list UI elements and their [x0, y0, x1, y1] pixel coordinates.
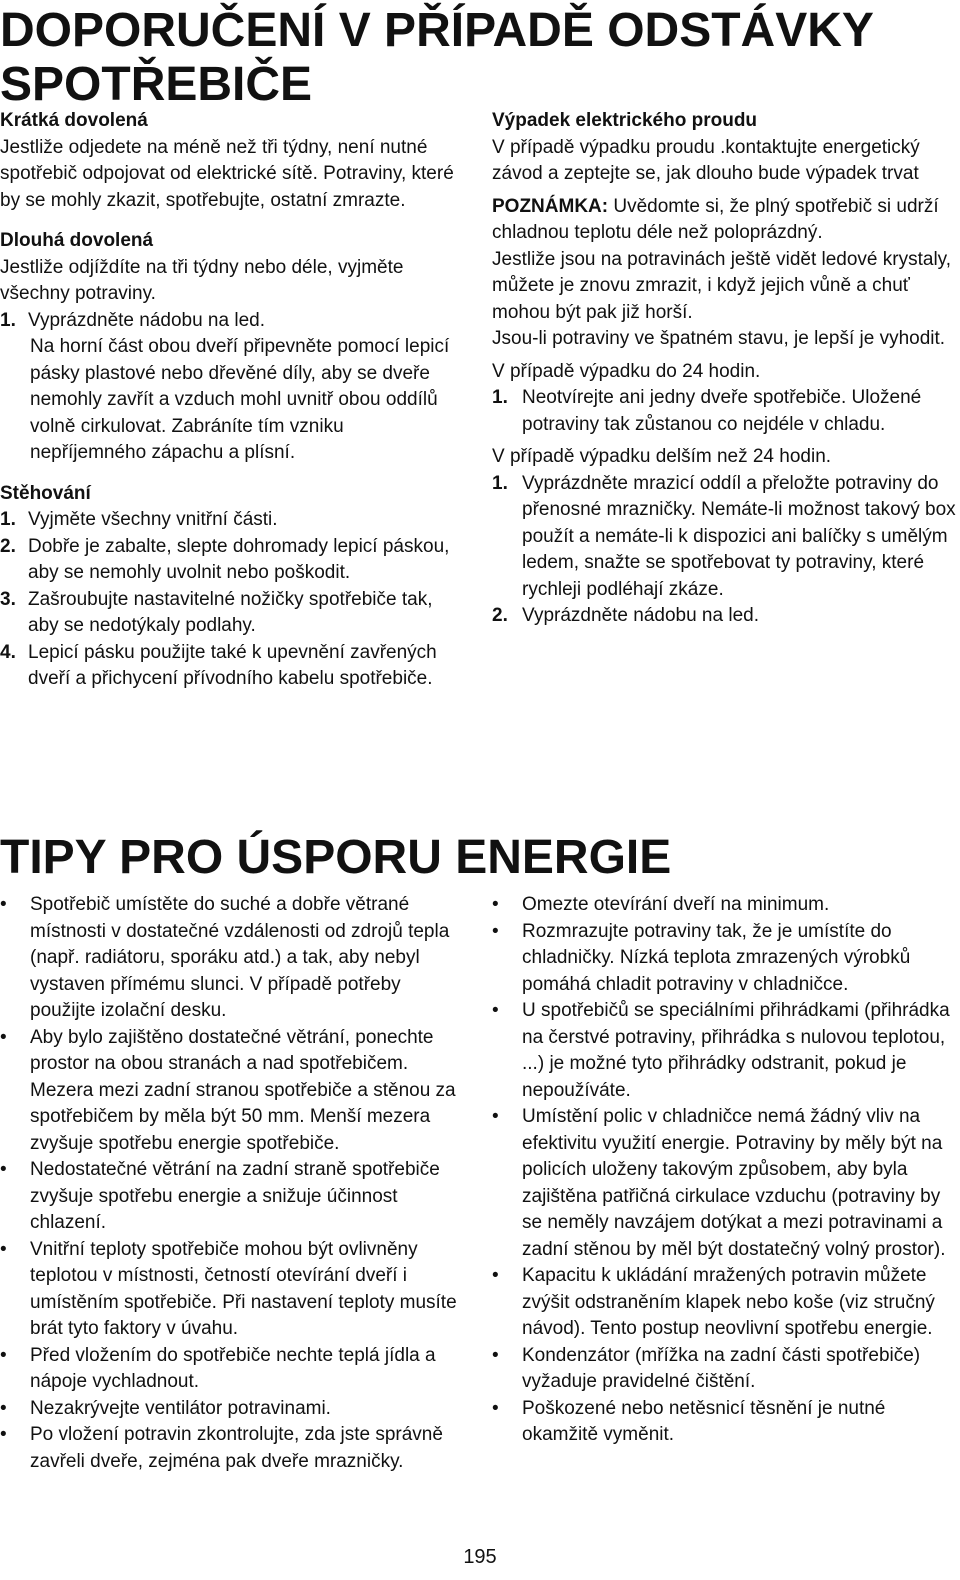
- tip-text: U spotřebičů se speciálními přihrádkami (přihrádka na čerstvé potraviny, přihrádka s nulovou teplotou, ...) je možné tyto přihrádky odstranit, pokud je nepoužíváte.: [522, 1000, 950, 1101]
- page-title-energy: TIPY PRO ÚSPORU ENERGIE: [0, 831, 672, 884]
- list-item: [0, 640, 460, 693]
- step-text: Vyjměte všechny vnitřní části.: [28, 509, 278, 530]
- tip-text: Kapacitu k ukládání mražených potravin můžete zvýšit odstraněním klapek nebo koše (viz stručný návod). Tento postup neovlivní spotřebu energie.: [522, 1265, 935, 1339]
- bullet-icon: •: [0, 1238, 7, 1260]
- step-number: 1.: [0, 309, 16, 331]
- list-item: [492, 919, 960, 999]
- step-number: 1.: [0, 509, 16, 530]
- moving-heading: Stěhování: [0, 482, 91, 504]
- over-24h-steps: [492, 471, 960, 630]
- list-item: [492, 998, 960, 1104]
- bullet-icon: •: [0, 1344, 7, 1366]
- step-number: 3.: [0, 588, 16, 610]
- tip-text: Umístění polic v chladničce nemá žádný vliv na efektivitu využití energie. Potraviny by měly být na policích uloženy takovým způsobem, aby byla zajištěna patřičná cirkulace vzduchu (potraviny by se neměly navzájem dotýkat a mezi potravinami a zadní stěnou by měl být dostatečný volný prostor).: [522, 1106, 946, 1260]
- bullet-icon: •: [492, 920, 499, 942]
- step-number: 1.: [492, 472, 508, 494]
- energy-right-column: [492, 892, 960, 1449]
- list-item: [0, 507, 460, 534]
- tip-text: Omezte otevírání dveří na minimum.: [522, 894, 830, 915]
- bullet-icon: •: [492, 1106, 499, 1127]
- long-holiday-text: Jestliže odjíždíte na tři týdny nebo déle, vyjměte všechny potraviny.: [0, 256, 404, 304]
- short-holiday-heading: Krátká dovolená: [0, 110, 148, 131]
- step-number: 4.: [0, 641, 16, 663]
- bullet-icon: •: [492, 1397, 499, 1419]
- step-text: Zašroubujte nastavitelné nožičky spotřebiče tak, aby se nedotýkaly podlahy.: [28, 588, 433, 636]
- energy-tips-left: [0, 892, 470, 1475]
- tip-text: Rozmrazujte potraviny tak, že je umístíte do chladničky. Nízká teplota zmrazených výrobků pomáhá chladit potraviny v chladničce.: [522, 920, 911, 995]
- power-outage-text: V případě výpadku proudu .kontaktujte energetický závod a zeptejte se, jak dlouho bude výpadek trvat: [492, 136, 920, 184]
- list-item: [492, 385, 960, 438]
- short-holiday-text: Jestliže odjedete na méně než tři týdny, není nutné spotřebič odpojovat od elektrické sítě. Potraviny, které by se mohly zkazit, spotřebujte, ostatní zmrazte.: [0, 136, 454, 211]
- list-item: [492, 1396, 960, 1449]
- step-text: Vyprázdněte nádobu na led.: [28, 309, 265, 331]
- bullet-icon: •: [0, 1424, 7, 1445]
- step-number: 2.: [0, 535, 16, 557]
- list-item: [492, 603, 960, 630]
- outage-right-column: [492, 108, 960, 630]
- list-item: [0, 1396, 470, 1423]
- list-item: [492, 471, 960, 604]
- tip-text: Spotřebič umístěte do suché a dobře větrané místnosti v dostatečné vzdálenosti od zdrojů tepla (např. radiátoru, sporáku atd.) a tak, aby nebyl vystaven přímému slunci. V případě potřeby použijte izolační desku.: [30, 894, 450, 1021]
- tip-text: Vnitřní teploty spotřebiče mohou být ovlivněny teplotou v místnosti, četností otevírání dveří i umístěním spotřebiče. Při nastavení teploty musíte brát tyto faktory v úvahu.: [30, 1238, 457, 1339]
- tip-text: Aby bylo zajištěno dostatečné větrání, ponechte prostor na obou stranách a nad spotřebičem. Mezera mezi zadní stranou spotřebiče a stěnou za spotřebičem by měla být 50 mm. Menší mezera zvyšuje spotřebu energie spotřebiče.: [30, 1026, 456, 1154]
- list-item: [492, 1104, 960, 1263]
- step-text: Vyprázdněte nádobu na led.: [522, 605, 759, 626]
- bullet-icon: •: [0, 1397, 7, 1419]
- tip-text: Po vložení potravin zkontrolujte, zda jste správně zavřeli dveře, zejména pak dveře mrazničky.: [30, 1424, 443, 1472]
- list-item: [0, 1343, 470, 1396]
- step-text: Neotvírejte ani jedny dveře spotřebiče. Uložené potraviny tak zůstanou co nejdéle v chladu.: [522, 387, 922, 435]
- over-24h-heading: V případě výpadku delším než 24 hodin.: [492, 446, 832, 467]
- step-number: 2.: [492, 605, 508, 626]
- note-label: POZNÁMKA:: [492, 195, 609, 217]
- bullet-icon: •: [0, 1026, 7, 1048]
- under-24h-heading: V případě výpadku do 24 hodin.: [492, 360, 761, 382]
- list-item: [492, 1343, 960, 1396]
- page-number: 195: [463, 1546, 497, 1568]
- step-text: Dobře je zabalte, slepte dohromady lepicí páskou, aby se nemohly uvolnit nebo poškodit.: [28, 535, 450, 583]
- power-outage-note-3: Jsou-li potraviny ve špatném stavu, je lepší je vyhodit.: [492, 328, 946, 349]
- list-item: [492, 1263, 960, 1343]
- under-24h-steps: [492, 385, 960, 438]
- step-number: 1.: [492, 387, 508, 408]
- energy-tips-right: [492, 892, 960, 1449]
- list-item: [0, 587, 460, 640]
- tip-text: Nezakrývejte ventilátor potravinami.: [30, 1397, 331, 1419]
- long-holiday-heading: Dlouhá dovolená: [0, 230, 154, 251]
- list-item: [492, 892, 960, 919]
- tip-text: Před vložením do spotřebiče nechte teplá jídla a nápoje vychladnout.: [30, 1344, 436, 1392]
- list-item: [0, 1237, 470, 1343]
- bullet-icon: •: [0, 894, 7, 915]
- moving-steps: [0, 507, 460, 693]
- bullet-icon: •: [492, 894, 499, 915]
- step-text: Vyprázdněte mrazicí oddíl a přeložte potraviny do přenosné mrazničky. Nemáte-li možnost takový box použít a nemáte-li k dispozici ani balíčky s umělým ledem, snažte se spotřebovat ty potraviny, které rychleji podléhají zkáze.: [522, 472, 956, 600]
- power-outage-heading: Výpadek elektrického proudu: [492, 110, 758, 131]
- bullet-icon: •: [492, 1265, 499, 1286]
- list-item: [0, 1422, 470, 1475]
- tip-text: Poškozené nebo netěsnicí těsnění je nutné okamžitě vyměnit.: [522, 1397, 886, 1445]
- tip-text: Nedostatečné větrání na zadní straně spotřebiče zvyšuje spotřebu energie a snižuje účinnost chlazení.: [30, 1159, 440, 1233]
- energy-left-column: [0, 892, 470, 1475]
- list-item: [0, 892, 470, 1025]
- step-text: Lepicí pásku použijte také k upevnění zavřených dveří a přichycení přívodního kabelu spotřebiče.: [28, 641, 437, 689]
- list-item: [0, 1157, 470, 1237]
- outage-left-column: [0, 108, 460, 693]
- long-holiday-steps: [0, 308, 460, 335]
- bullet-icon: •: [492, 1000, 499, 1021]
- note-text: Uvědomte si, že plný spotřebič si udrží chladnou teplotu déle než poloprázdný.: [492, 195, 939, 243]
- long-holiday-paragraph: Na horní část obou dveří připevněte pomocí lepicí pásky plastové nebo dřevěné díly, aby se dveře nemohly zavřít a vzduch mohl uvnitř obou oddílů volně cirkulovat. Zabráníte tím vzniku nepříjemného zápachu a plísní.: [30, 336, 450, 463]
- power-outage-note-2: Jestliže jsou na potravinách ještě vidět ledové krystaly, můžete je znovu zmrazit, i když jejich vůně a chuť mohou být pak již horší.: [492, 248, 952, 323]
- bullet-icon: •: [0, 1159, 7, 1180]
- list-item: [0, 308, 460, 335]
- bullet-icon: •: [492, 1344, 499, 1366]
- tip-text: Kondenzátor (mřížka na zadní části spotřebiče) vyžaduje pravidelné čištění.: [522, 1344, 921, 1392]
- power-outage-note: [492, 194, 960, 247]
- list-item: [0, 534, 460, 587]
- page-title-outage: DOPORUČENÍ V PŘÍPADĚ ODSTÁVKY SPOTŘEBIČE: [0, 4, 874, 111]
- list-item: [0, 1025, 470, 1158]
